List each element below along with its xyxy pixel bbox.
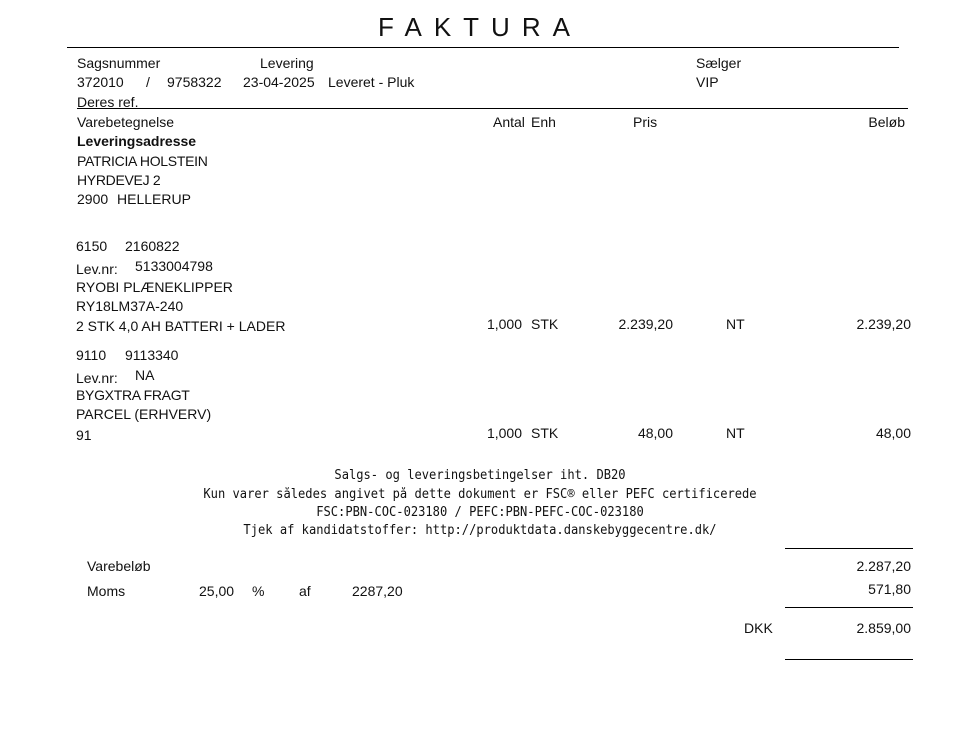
- conditions-line-2: Kun varer således angivet på dette dokument er FSC® eller PEFC certificerede: [203, 487, 757, 502]
- moms-af: af: [299, 583, 311, 599]
- item-levnr: NA: [135, 367, 155, 383]
- delivery-city: HELLERUP: [117, 191, 191, 207]
- saelger-value: VIP: [696, 74, 719, 90]
- item-enh: STK: [531, 425, 559, 441]
- sag-number-2: 9758322: [167, 74, 222, 90]
- item-levnr: 5133004798: [135, 258, 213, 274]
- conditions-line-4: Tjek af kandidatstoffer: http://produktdata.danskebyggecentre.dk/: [243, 523, 717, 538]
- item-levnr-label: Lev.nr:: [76, 261, 118, 277]
- item-enh: STK: [531, 316, 559, 332]
- item-code-1: 9110: [76, 347, 107, 363]
- levering-date: 23-04-2025: [243, 74, 315, 90]
- header-divider: [77, 108, 908, 109]
- item-nt: NT: [726, 316, 745, 332]
- item-desc-2: PARCEL (ERHVERV): [76, 406, 212, 422]
- saelger-label: Sælger: [696, 55, 742, 71]
- sag-number-1: 372010: [77, 74, 124, 90]
- item-code-2: 9113340: [125, 347, 179, 363]
- item-desc-3: 2 STK 4,0 AH BATTERI + LADER: [76, 318, 286, 334]
- totals-top-divider: [785, 548, 913, 549]
- total-value: 2.859,00: [856, 620, 911, 636]
- col-enh: Enh: [531, 114, 556, 130]
- col-antal: Antal: [493, 114, 525, 130]
- col-pris: Pris: [633, 114, 658, 130]
- item-code-1: 6150: [76, 238, 108, 254]
- totals-mid-divider: [785, 607, 913, 608]
- delivery-name: PATRICIA HOLSTEIN: [77, 153, 208, 169]
- item-pris: 2.239,20: [618, 316, 673, 332]
- item-desc-2: RY18LM37A-240: [76, 298, 184, 314]
- invoice-title: FAKTURA: [378, 12, 582, 42]
- item-antal: 1,000: [486, 425, 522, 441]
- vareboeb-label: Varebeløb: [87, 558, 151, 574]
- levering-label: Levering: [260, 55, 314, 71]
- item-levnr-label: Lev.nr:: [76, 370, 118, 386]
- moms-rate: 25,00: [199, 583, 235, 599]
- delivery-street: HYRDEVEJ 2: [77, 172, 161, 188]
- item-code-2: 2160822: [125, 238, 180, 254]
- delivery-label: Leveringsadresse: [77, 133, 197, 149]
- delivery-postcode: 2900: [77, 191, 109, 207]
- item-antal: 1,000: [486, 316, 522, 332]
- item-nt: NT: [726, 425, 745, 441]
- vareboeb-value: 2.287,20: [856, 558, 911, 574]
- moms-base: 2287,20: [352, 583, 403, 599]
- item-beloeb: 48,00: [875, 425, 911, 441]
- item-desc-1: RYOBI PLÆNEKLIPPER: [76, 279, 233, 295]
- item-pris: 48,00: [637, 425, 673, 441]
- deres-ref-label: Deres ref.: [77, 94, 139, 110]
- item-beloeb: 2.239,20: [856, 316, 911, 332]
- sagsnummer-label: Sagsnummer: [77, 55, 161, 71]
- moms-percent: %: [252, 583, 265, 599]
- moms-value: 571,80: [868, 581, 911, 597]
- conditions-line-1: Salgs- og leveringsbetingelser iht. DB20: [334, 468, 626, 483]
- col-beloeb: Beløb: [868, 114, 905, 130]
- sag-separator: /: [146, 74, 150, 90]
- totals-bottom-divider: [785, 659, 913, 660]
- moms-label: Moms: [87, 583, 126, 599]
- title-divider: [67, 47, 899, 48]
- item-desc-1: BYGXTRA FRAGT: [76, 387, 190, 403]
- currency-label: DKK: [744, 620, 773, 636]
- item-desc-3: 91: [76, 427, 92, 443]
- col-varebetegnelse: Varebetegnelse: [77, 114, 175, 130]
- levering-status: Leveret - Pluk: [328, 74, 415, 90]
- conditions-line-3: FSC:PBN-COC-023180 / PEFC:PBN-PEFC-COC-023180: [316, 505, 644, 520]
